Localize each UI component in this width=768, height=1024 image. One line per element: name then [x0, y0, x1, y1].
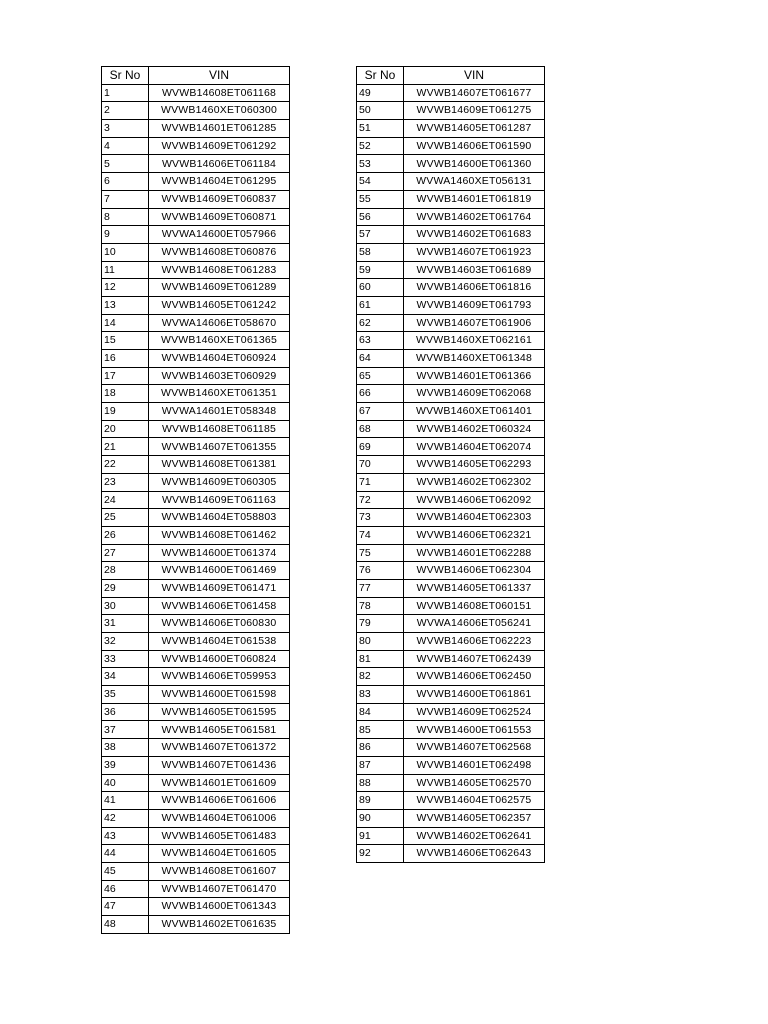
sr-no-cell: 80 — [357, 633, 404, 651]
sr-no-cell: 70 — [357, 456, 404, 474]
sr-no-cell: 35 — [102, 686, 149, 704]
vin-cell: WVWB14605ET061483 — [149, 827, 290, 845]
vin-cell: WVWB14602ET062641 — [404, 827, 545, 845]
table-row — [102, 403, 290, 421]
sr-no-cell: 25 — [102, 509, 149, 527]
sr-no-cell: 88 — [357, 774, 404, 792]
table-row — [102, 792, 290, 810]
table-row — [357, 739, 545, 757]
vin-cell: WVWB14604ET062303 — [404, 509, 545, 527]
vin-cell: WVWB14609ET060871 — [149, 208, 290, 226]
vin-cell: WVWB14606ET061590 — [404, 137, 545, 155]
sr-no-cell: 3 — [102, 120, 149, 138]
vin-cell: WVWB14606ET062304 — [404, 562, 545, 580]
sr-no-cell: 1 — [102, 84, 149, 102]
table-row — [357, 226, 545, 244]
sr-no-cell: 58 — [357, 243, 404, 261]
vin-cell: WVWB14607ET061436 — [149, 756, 290, 774]
sr-no-cell: 64 — [357, 350, 404, 368]
sr-no-cell: 45 — [102, 862, 149, 880]
sr-no-cell: 20 — [102, 420, 149, 438]
table-row — [357, 633, 545, 651]
vin-table-right-body — [357, 84, 545, 862]
table-row — [357, 579, 545, 597]
table-row — [102, 703, 290, 721]
vin-cell: WVWB14607ET061906 — [404, 314, 545, 332]
vin-cell: WVWB14609ET061292 — [149, 137, 290, 155]
table-row — [357, 827, 545, 845]
table-row — [357, 173, 545, 191]
table-row — [357, 350, 545, 368]
sr-no-cell: 76 — [357, 562, 404, 580]
sr-no-cell: 54 — [357, 173, 404, 191]
sr-no-cell: 8 — [102, 208, 149, 226]
vin-cell: WVWB14605ET061337 — [404, 579, 545, 597]
vin-cell: WVWB14600ET061360 — [404, 155, 545, 173]
vin-cell: WVWB14601ET061609 — [149, 774, 290, 792]
sr-no-cell: 65 — [357, 367, 404, 385]
sr-no-cell: 26 — [102, 526, 149, 544]
sr-no-cell: 84 — [357, 703, 404, 721]
sr-no-cell: 59 — [357, 261, 404, 279]
sr-no-cell: 4 — [102, 137, 149, 155]
sr-no-cell: 33 — [102, 650, 149, 668]
sr-no-cell: 2 — [102, 102, 149, 120]
vin-cell: WVWB14607ET061355 — [149, 438, 290, 456]
table-row — [357, 367, 545, 385]
table-row — [357, 403, 545, 421]
vin-cell: WVWB14605ET062293 — [404, 456, 545, 474]
table-row — [102, 102, 290, 120]
sr-no-cell: 82 — [357, 668, 404, 686]
vin-cell: WVWB14606ET062092 — [404, 491, 545, 509]
sr-no-cell: 86 — [357, 739, 404, 757]
sr-no-cell: 63 — [357, 332, 404, 350]
sr-no-cell: 77 — [357, 579, 404, 597]
table-row — [357, 721, 545, 739]
table-row — [102, 562, 290, 580]
table-row — [102, 721, 290, 739]
table-row — [357, 385, 545, 403]
vin-cell: WVWB1460XET060300 — [149, 102, 290, 120]
vin-cell: WVWB14609ET061471 — [149, 579, 290, 597]
vin-cell: WVWB14608ET061462 — [149, 526, 290, 544]
sr-no-cell: 56 — [357, 208, 404, 226]
sr-no-cell: 27 — [102, 544, 149, 562]
vin-table-left — [101, 66, 290, 934]
sr-no-header: Sr No — [357, 67, 404, 85]
table-row — [102, 438, 290, 456]
table-header-row — [102, 67, 290, 85]
table-row — [102, 756, 290, 774]
vin-cell: WVWB14609ET061163 — [149, 491, 290, 509]
vin-cell: WVWA14601ET058348 — [149, 403, 290, 421]
table-row — [357, 615, 545, 633]
sr-no-cell: 68 — [357, 420, 404, 438]
vin-cell: WVWB14607ET061923 — [404, 243, 545, 261]
vin-cell: WVWB14602ET061764 — [404, 208, 545, 226]
table-row — [102, 509, 290, 527]
table-row — [102, 916, 290, 934]
vin-cell: WVWB14609ET060305 — [149, 473, 290, 491]
sr-no-cell: 72 — [357, 491, 404, 509]
sr-no-cell: 44 — [102, 845, 149, 863]
sr-no-cell: 55 — [357, 190, 404, 208]
vin-cell: WVWB14608ET060876 — [149, 243, 290, 261]
sr-no-cell: 61 — [357, 296, 404, 314]
sr-no-cell: 74 — [357, 526, 404, 544]
sr-no-cell: 19 — [102, 403, 149, 421]
vin-cell: WVWB14601ET061366 — [404, 367, 545, 385]
table-row — [102, 809, 290, 827]
sr-no-cell: 67 — [357, 403, 404, 421]
sr-no-cell: 29 — [102, 579, 149, 597]
vin-cell: WVWB14601ET061285 — [149, 120, 290, 138]
table-row — [357, 296, 545, 314]
sr-no-cell: 12 — [102, 279, 149, 297]
sr-no-cell: 6 — [102, 173, 149, 191]
table-row — [102, 314, 290, 332]
vin-cell: WVWB14600ET061598 — [149, 686, 290, 704]
vin-cell: WVWB14609ET062068 — [404, 385, 545, 403]
table-row — [357, 208, 545, 226]
table-row — [102, 208, 290, 226]
table-row — [102, 456, 290, 474]
sr-no-cell: 28 — [102, 562, 149, 580]
vin-cell: WVWB14608ET061283 — [149, 261, 290, 279]
table-row — [357, 102, 545, 120]
vin-cell: WVWB14606ET062223 — [404, 633, 545, 651]
table-row — [102, 898, 290, 916]
table-row — [102, 650, 290, 668]
table-row — [102, 579, 290, 597]
vin-cell: WVWB14600ET061861 — [404, 686, 545, 704]
table-row — [102, 827, 290, 845]
sr-no-cell: 53 — [357, 155, 404, 173]
sr-no-cell: 83 — [357, 686, 404, 704]
table-row — [102, 633, 290, 651]
table-row — [102, 615, 290, 633]
sr-no-cell: 23 — [102, 473, 149, 491]
vin-cell: WVWB14606ET062450 — [404, 668, 545, 686]
vin-cell: WVWB14600ET060824 — [149, 650, 290, 668]
table-row — [357, 544, 545, 562]
vin-cell: WVWB14609ET061289 — [149, 279, 290, 297]
table-row — [102, 739, 290, 757]
table-row — [357, 491, 545, 509]
table-row — [102, 420, 290, 438]
sr-no-cell: 5 — [102, 155, 149, 173]
table-row — [102, 332, 290, 350]
sr-no-cell: 40 — [102, 774, 149, 792]
sr-no-cell: 62 — [357, 314, 404, 332]
vin-cell: WVWB14602ET062302 — [404, 473, 545, 491]
sr-no-cell: 9 — [102, 226, 149, 244]
vin-cell: WVWB1460XET062161 — [404, 332, 545, 350]
sr-no-cell: 36 — [102, 703, 149, 721]
vin-cell: WVWB14608ET061607 — [149, 862, 290, 880]
vin-cell: WVWB14609ET060837 — [149, 190, 290, 208]
vin-cell: WVWB1460XET061401 — [404, 403, 545, 421]
sr-no-cell: 75 — [357, 544, 404, 562]
vin-cell: WVWB14605ET061242 — [149, 296, 290, 314]
table-row — [102, 367, 290, 385]
sr-no-cell: 49 — [357, 84, 404, 102]
vin-cell: WVWB14603ET060929 — [149, 367, 290, 385]
sr-no-cell: 32 — [102, 633, 149, 651]
vin-table-right — [356, 66, 545, 863]
vin-cell: WVWB14601ET061819 — [404, 190, 545, 208]
table-row — [102, 668, 290, 686]
vin-cell: WVWB14604ET058803 — [149, 509, 290, 527]
sr-no-cell: 92 — [357, 845, 404, 863]
sr-no-cell: 38 — [102, 739, 149, 757]
vin-cell: WVWB14607ET061677 — [404, 84, 545, 102]
sr-no-cell: 73 — [357, 509, 404, 527]
table-row — [357, 562, 545, 580]
sr-no-cell: 43 — [102, 827, 149, 845]
vin-cell: WVWB14604ET062575 — [404, 792, 545, 810]
table-row — [102, 880, 290, 898]
table-row — [357, 756, 545, 774]
vin-cell: WVWA14606ET056241 — [404, 615, 545, 633]
table-row — [357, 456, 545, 474]
vin-cell: WVWB14606ET062321 — [404, 526, 545, 544]
table-row — [102, 526, 290, 544]
table-row — [102, 261, 290, 279]
table-row — [357, 314, 545, 332]
sr-no-cell: 79 — [357, 615, 404, 633]
table-row — [102, 544, 290, 562]
table-row — [102, 84, 290, 102]
table-row — [102, 155, 290, 173]
vin-cell: WVWB14609ET061793 — [404, 296, 545, 314]
sr-no-cell: 17 — [102, 367, 149, 385]
vin-cell: WVWB14600ET061553 — [404, 721, 545, 739]
sr-no-cell: 46 — [102, 880, 149, 898]
sr-no-cell: 85 — [357, 721, 404, 739]
table-row — [102, 350, 290, 368]
sr-no-cell: 52 — [357, 137, 404, 155]
vin-cell: WVWB14605ET062570 — [404, 774, 545, 792]
table-row — [357, 809, 545, 827]
table-row — [102, 243, 290, 261]
vin-cell: WVWB14607ET061372 — [149, 739, 290, 757]
table-row — [102, 137, 290, 155]
sr-no-cell: 10 — [102, 243, 149, 261]
vin-cell: WVWB14606ET061184 — [149, 155, 290, 173]
vin-cell: WVWA14606ET058670 — [149, 314, 290, 332]
sr-no-cell: 69 — [357, 438, 404, 456]
vin-cell: WVWB14605ET061287 — [404, 120, 545, 138]
sr-no-cell: 66 — [357, 385, 404, 403]
vin-header: VIN — [404, 67, 545, 85]
table-row — [102, 862, 290, 880]
vin-cell: WVWB14604ET062074 — [404, 438, 545, 456]
vin-cell: WVWB14604ET060924 — [149, 350, 290, 368]
vin-cell: WVWB14602ET060324 — [404, 420, 545, 438]
table-row — [102, 173, 290, 191]
sr-no-header: Sr No — [102, 67, 149, 85]
table-row — [102, 774, 290, 792]
sr-no-cell: 50 — [357, 102, 404, 120]
table-row — [357, 509, 545, 527]
sr-no-cell: 22 — [102, 456, 149, 474]
sr-no-cell: 60 — [357, 279, 404, 297]
sr-no-cell: 42 — [102, 809, 149, 827]
sr-no-cell: 87 — [357, 756, 404, 774]
vin-table-left-body — [102, 84, 290, 933]
vin-cell: WVWB14608ET061381 — [149, 456, 290, 474]
vin-cell: WVWB14606ET062643 — [404, 845, 545, 863]
table-row — [357, 597, 545, 615]
sr-no-cell: 37 — [102, 721, 149, 739]
sr-no-cell: 24 — [102, 491, 149, 509]
vin-cell: WVWB14609ET062524 — [404, 703, 545, 721]
table-row — [357, 155, 545, 173]
sr-no-cell: 71 — [357, 473, 404, 491]
table-row — [357, 845, 545, 863]
table-row — [357, 686, 545, 704]
vin-cell: WVWB1460XET061365 — [149, 332, 290, 350]
vin-cell: WVWB1460XET061348 — [404, 350, 545, 368]
vin-cell: WVWB14600ET061374 — [149, 544, 290, 562]
sr-no-cell: 91 — [357, 827, 404, 845]
sr-no-cell: 48 — [102, 916, 149, 934]
table-row — [357, 438, 545, 456]
sr-no-cell: 90 — [357, 809, 404, 827]
vin-cell: WVWB14605ET062357 — [404, 809, 545, 827]
sr-no-cell: 31 — [102, 615, 149, 633]
vin-cell: WVWB14607ET062568 — [404, 739, 545, 757]
vin-cell: WVWB14608ET061168 — [149, 84, 290, 102]
vin-cell: WVWB14607ET062439 — [404, 650, 545, 668]
table-row — [357, 261, 545, 279]
vin-cell: WVWA14600ET057966 — [149, 226, 290, 244]
table-row — [357, 137, 545, 155]
sr-no-cell: 39 — [102, 756, 149, 774]
vin-cell: WVWB14606ET059953 — [149, 668, 290, 686]
table-row — [102, 686, 290, 704]
table-header-row — [357, 67, 545, 85]
table-row — [357, 84, 545, 102]
sr-no-cell: 15 — [102, 332, 149, 350]
table-row — [357, 243, 545, 261]
vin-cell: WVWB14605ET061581 — [149, 721, 290, 739]
vin-cell: WVWB14600ET061469 — [149, 562, 290, 580]
table-row — [102, 190, 290, 208]
table-row — [102, 491, 290, 509]
table-row — [102, 279, 290, 297]
vin-cell: WVWB1460XET061351 — [149, 385, 290, 403]
vin-cell: WVWB14604ET061295 — [149, 173, 290, 191]
vin-cell: WVWB14601ET062498 — [404, 756, 545, 774]
table-row — [102, 473, 290, 491]
sr-no-cell: 81 — [357, 650, 404, 668]
sr-no-cell: 16 — [102, 350, 149, 368]
vin-cell: WVWA1460XET056131 — [404, 173, 545, 191]
table-row — [357, 526, 545, 544]
sr-no-cell: 47 — [102, 898, 149, 916]
table-row — [102, 120, 290, 138]
table-row — [357, 279, 545, 297]
vin-cell: WVWB14609ET061275 — [404, 102, 545, 120]
vin-header: VIN — [149, 67, 290, 85]
sr-no-cell: 57 — [357, 226, 404, 244]
sr-no-cell: 14 — [102, 314, 149, 332]
sr-no-cell: 18 — [102, 385, 149, 403]
vin-cell: WVWB14606ET061816 — [404, 279, 545, 297]
sr-no-cell: 13 — [102, 296, 149, 314]
vin-cell: WVWB14607ET061470 — [149, 880, 290, 898]
sr-no-cell: 78 — [357, 597, 404, 615]
table-row — [357, 774, 545, 792]
vin-cell: WVWB14606ET061458 — [149, 597, 290, 615]
sr-no-cell: 11 — [102, 261, 149, 279]
sr-no-cell: 21 — [102, 438, 149, 456]
table-row — [357, 120, 545, 138]
table-row — [357, 190, 545, 208]
sr-no-cell: 30 — [102, 597, 149, 615]
table-row — [357, 703, 545, 721]
vin-cell: WVWB14600ET061343 — [149, 898, 290, 916]
vin-cell: WVWB14601ET062288 — [404, 544, 545, 562]
vin-cell: WVWB14606ET060830 — [149, 615, 290, 633]
table-row — [102, 597, 290, 615]
sr-no-cell: 34 — [102, 668, 149, 686]
table-row — [102, 226, 290, 244]
sr-no-cell: 51 — [357, 120, 404, 138]
vin-cell: WVWB14608ET060151 — [404, 597, 545, 615]
vin-cell: WVWB14602ET061635 — [149, 916, 290, 934]
vin-cell: WVWB14604ET061605 — [149, 845, 290, 863]
vin-cell: WVWB14605ET061595 — [149, 703, 290, 721]
vin-cell: WVWB14604ET061006 — [149, 809, 290, 827]
table-row — [357, 650, 545, 668]
table-row — [102, 385, 290, 403]
sr-no-cell: 7 — [102, 190, 149, 208]
table-row — [357, 473, 545, 491]
table-row — [357, 332, 545, 350]
sr-no-cell: 41 — [102, 792, 149, 810]
vin-cell: WVWB14603ET061689 — [404, 261, 545, 279]
vin-cell: WVWB14606ET061606 — [149, 792, 290, 810]
vin-cell: WVWB14604ET061538 — [149, 633, 290, 651]
table-row — [102, 296, 290, 314]
table-row — [102, 845, 290, 863]
table-row — [357, 792, 545, 810]
table-row — [357, 668, 545, 686]
vin-cell: WVWB14602ET061683 — [404, 226, 545, 244]
sr-no-cell: 89 — [357, 792, 404, 810]
table-row — [357, 420, 545, 438]
vin-cell: WVWB14608ET061185 — [149, 420, 290, 438]
